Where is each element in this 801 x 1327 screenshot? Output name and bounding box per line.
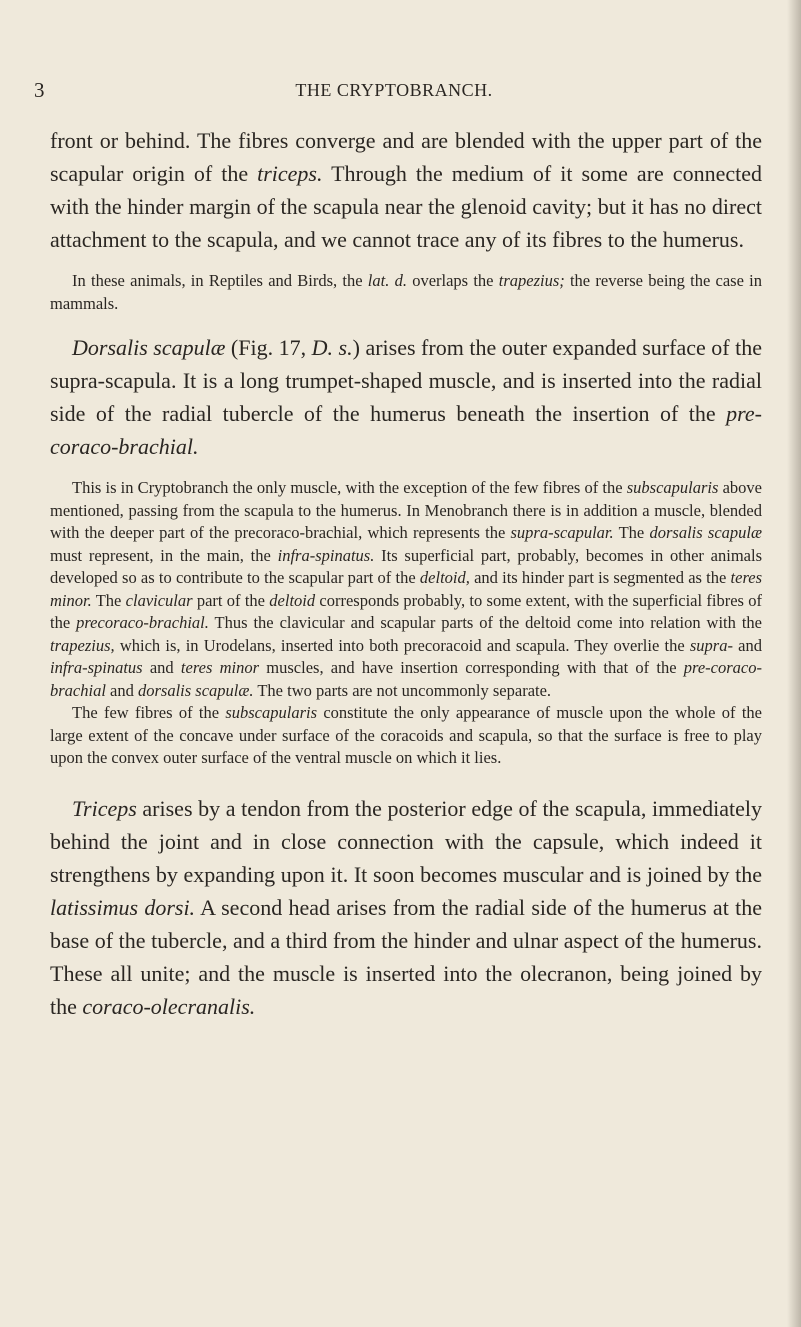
paragraph-2: In these animals, in Reptiles and Birds, the lat. d. overlaps the trapezius; the reverse being the case in mammals. (50, 271, 762, 313)
running-head: THE CRYPTOBRANCH. (295, 80, 493, 100)
page-body (50, 124, 762, 1023)
page-number: 3 (34, 78, 45, 102)
paragraph-3: Dorsalis scapulæ (Fig. 17, D. s.) arises from the outer expanded surface of the supra-scapula. It is a long trumpet-shaped muscle, and is inserted into the radial side of the radial tubercle of the humerus beneath the insertion of the pre-coraco-brachial. (50, 335, 762, 459)
page-header (34, 78, 754, 108)
paragraph-1: front or behind. The fibres converge and are blended with the upper part of the scapular origin of the triceps. Through the medium of it some are connected with the hinder margin of the scapula near the glenoid cavity; but it has no direct attachment to the scapula, and we cannot trace any of its fibres to the humerus. (50, 128, 762, 252)
paragraph-4: This is in Cryptobranch the only muscle, with the exception of the few fibres of the subscapularis above mentioned, passing from the scapula to the humerus. In Menobranch there is in addition a muscle, blended with the deeper part of the precoraco-brachial, which represents the supra-scapular. The dorsalis scapulæ must represent, in the main, the infra-spinatus. Its superficial part, probably, becomes in other animals developed so as to contribute to the scapular part of the deltoid, and its hinder part is segmented as the teres minor. The clavicular part of the deltoid corresponds probably, to some extent, with the superficial fibres of the precoraco-brachial. Thus the clavicular and scapular parts of the deltoid come into relation with the trapezius, which is, in Urodelans, inserted into both precoracoid and scapula. They overlie the supra- and infra-spinatus and teres minor muscles, and have insertion corresponding with that of the pre-coraco-brachial and dorsalis scapulæ. The two parts are not uncommonly separate. (50, 478, 763, 700)
paragraph-5: The few fibres of the subscapularis constitute the only appearance of muscle upon the whole of the large extent of the concave under surface of the coracoids and scapula, so that the surface is free to play upon the convex outer surface of the ventral muscle on which it lies. (50, 703, 762, 767)
paragraph-6: Triceps arises by a tendon from the posterior edge of the scapula, immediately behind the joint and in close connection with the capsule, which indeed it strengthens by expanding upon it. It soon becomes muscular and is joined by the latissimus dorsi. A second head arises from the radial side of the humerus at the base of the tubercle, and a third from the hinder and ulnar aspect of the humerus. These all unite; and the muscle is inserted into the olecranon, being joined by the coraco-olecranalis. (50, 795, 762, 1019)
page-edge-shadow (787, 0, 801, 1327)
